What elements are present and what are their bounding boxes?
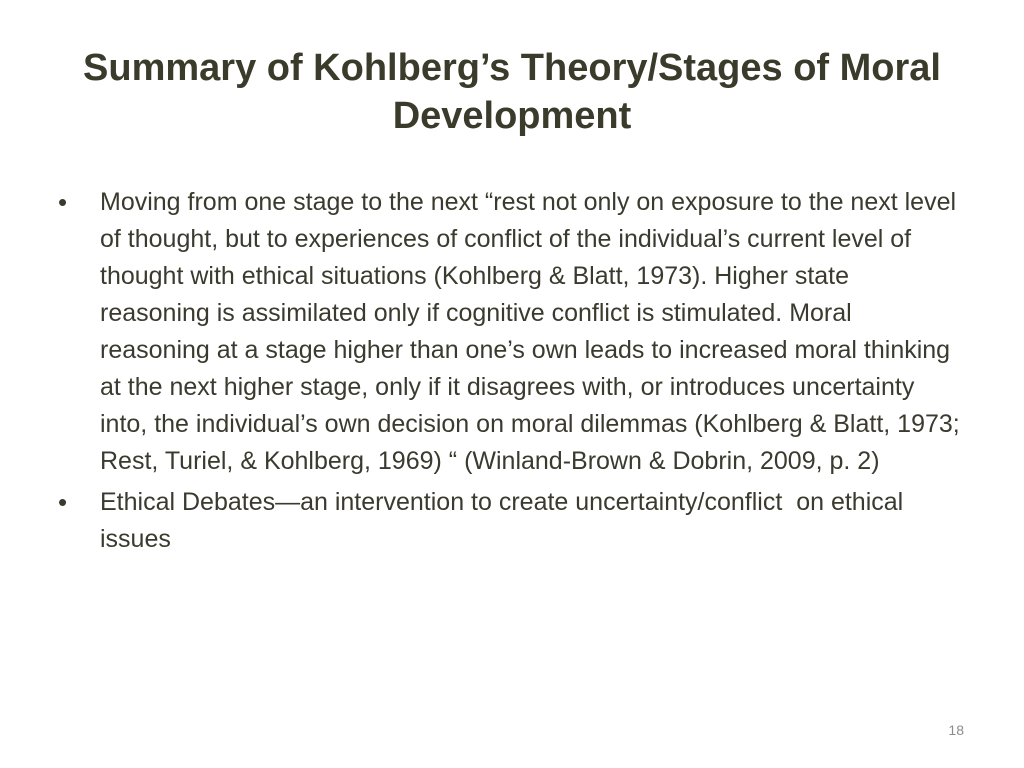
bullet-icon: • [58,187,68,217]
slide-title: Summary of Kohlberg’s Theory/Stages of Moral Development [83,47,941,137]
bullet-icon: • [58,487,68,517]
bullet-list [58,184,967,562]
bullet-text-ethical-debates: Ethical Debates—an intervention to create uncertainty/conflict on ethical issues [100,488,911,553]
bullet-item [58,184,967,480]
bullet-text-quote: Moving from one stage to the next “rest not only on exposure to the next level of thought, but to experiences of conflict of the individual’s current level of thought with ethical situations (Kohlberg & Blatt, 1973). Higher state reasoning is assimilated only if cognitive conflict is stimulated. Moral reasoning at a stage higher than one’s own leads to increased moral thinking at the next higher stage, only if it disagrees with, or introduces uncertainty into, the individual’s own decision on moral dilemmas (Kohlberg & Blatt, 1973; Rest, Turiel, & Kohlberg, 1969) “ (Winland-Brown & Dobrin, 2009, p. 2) [100,188,967,475]
slide-number: 18 [948,722,964,738]
bullet-item [58,484,964,558]
